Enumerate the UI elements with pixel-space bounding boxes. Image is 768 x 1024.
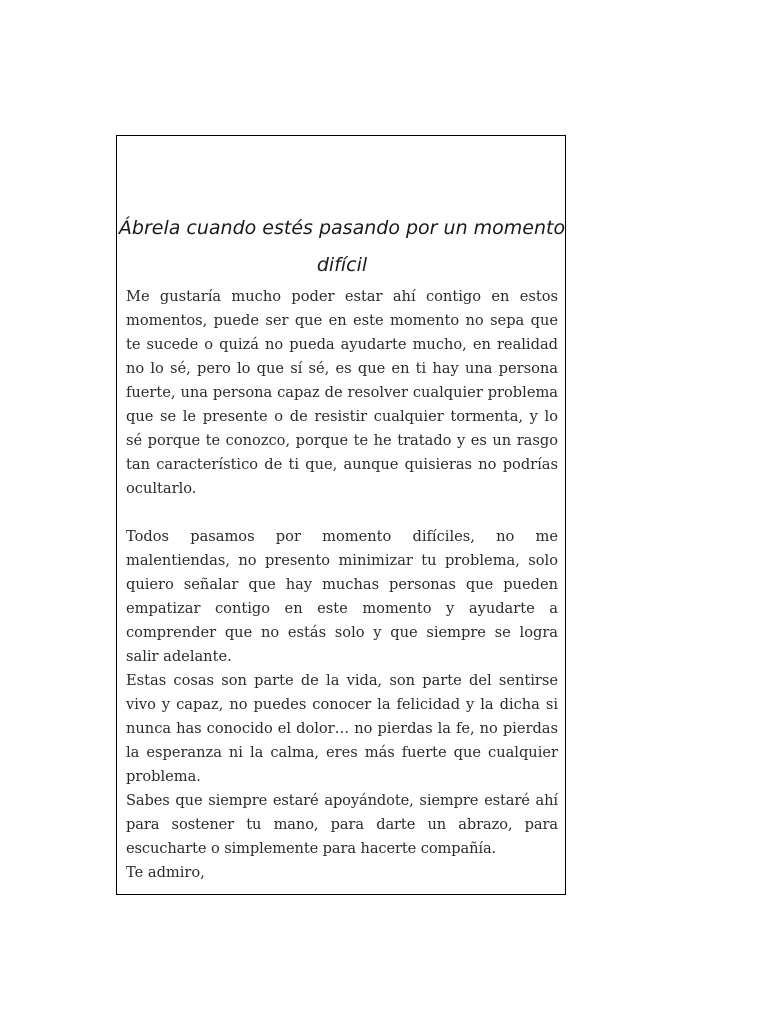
paragraph-4: Sabes que siempre estaré apoyándote, siempre estaré ahí para sostener tu mano, para darte un abrazo, para escucharte o simplemente para hacerte compañía. — [126, 792, 558, 857]
letter-card — [116, 135, 566, 895]
letter-signoff: Te admiro, — [126, 864, 205, 881]
paragraph-2: Todos pasamos por momento difíciles, no me malentiendas, no presento minimizar tu problema, solo quiero señalar que hay muchas personas que pueden empatizar contigo en este momento y ayudarte a comprender que no estás solo y que siempre se logra salir adelante. — [126, 528, 558, 665]
letter-title: Ábrela cuando estés pasando por un momento difícil — [118, 217, 566, 276]
letter-body — [126, 285, 558, 885]
paragraph-1: Me gustaría mucho poder estar ahí contigo en estos momentos, puede ser que en este momento no sepa que te sucede o quizá no pueda ayudarte mucho, en realidad no lo sé, pero lo que sí sé, es que en ti hay una persona fuerte, una persona capaz de resolver cualquier problema que se le presente o de resistir cualquier tormenta, y lo sé porque te conozco, porque te he tratado y es un rasgo tan característico de ti que, aunque quisieras no podrías ocultarlo. — [126, 288, 558, 497]
paragraph-3: Estas cosas son parte de la vida, son parte del sentirse vivo y capaz, no puedes conocer la felicidad y la dicha si nunca has conocido el dolor… no pierdas la fe, no pierdas la esperanza ni la calma, eres más fuerte que cualquier problema. — [126, 672, 558, 785]
